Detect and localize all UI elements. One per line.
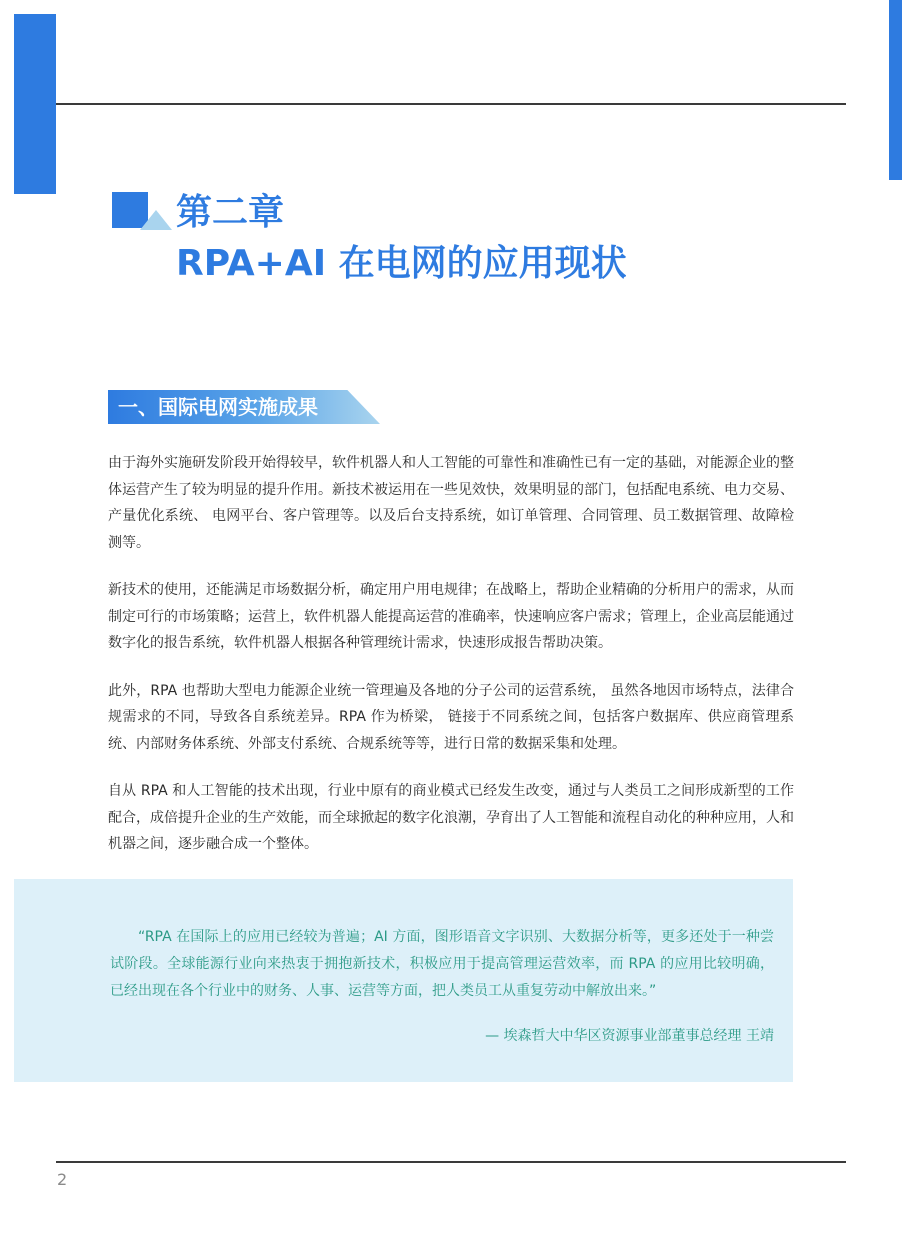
quote-attribution: — 埃森哲大中华区资源事业部董事总经理 王靖 <box>485 1028 774 1044</box>
quote-text: “RPA 在国际上的应用已经较为普遍；AI 方面，图形语音文字识别、大数据分析等，更多还处于一种尝试阶段。全球能源行业向来热衷于拥抱新技术，积极应用于提高管理运营效率，而 RPA 的应用比较明确，已经出现在各个行业中的财务、人事、运营等方面，把人类员工从重复劳动中解放出来。” <box>110 929 774 999</box>
chapter-title: RPA+AI 在电网的应用现状 <box>176 243 627 284</box>
chapter-label: 第二章 <box>176 192 285 233</box>
footer-rule <box>56 1161 846 1163</box>
left-accent-bar <box>14 14 56 194</box>
body-text <box>108 450 794 879</box>
paragraph-4: 自从 RPA 和人工智能的技术出现，行业中原有的商业模式已经发生改变，通过与人类员工之间形成新型的工作配合，成倍提升企业的生产效能，而全球掀起的数字化浪潮，孕育出了人工智能和流程自动化的种种应用，人和机器之间，逐步融合成一个整体。 <box>108 783 794 852</box>
section-title: 一、国际电网实施成果 <box>118 395 318 419</box>
paragraph-2: 新技术的使用，还能满足市场数据分析，确定用户用电规律；在战略上，帮助企业精确的分析用户的需求，从而制定可行的市场策略；运营上，软件机器人能提高运营的准确率，快速响应客户需求；管理上，企业高层能通过数字化的报告系统，软件机器人根据各种管理统计需求，快速形成报告帮助决策。 <box>108 582 794 651</box>
header-rule <box>56 103 846 105</box>
paragraph-1: 由于海外实施研发阶段开始得较早，软件机器人和人工智能的可靠性和准确性已有一定的基础，对能源企业的整体运营产生了较为明显的提升作用。新技术被运用在一些见效快，效果明显的部门，包括配电系统、电力交易、产量优化系统、 电网平台、客户管理等。以及后台支持系统，如订单管理、合同管理、员工数据管理、故障检测等。 <box>108 455 794 551</box>
paragraph-3: 此外，RPA 也帮助大型电力能源企业统一管理遍及各地的分子公司的运营系统， 虽然各地因市场特点，法律合规需求的不同，导致各自系统差异。RPA 作为桥梁， 链接于不同系统之间，包括客户数据库、供应商管理系统、内部财务体系统、外部支付系统、合规系统等等，进行日常的数据采集和处理。 <box>108 682 794 752</box>
right-accent-bar <box>889 0 902 180</box>
chapter-mark-triangle <box>140 210 172 230</box>
chapter-mark-icon <box>112 192 172 232</box>
page-number: 2 <box>57 1170 68 1189</box>
